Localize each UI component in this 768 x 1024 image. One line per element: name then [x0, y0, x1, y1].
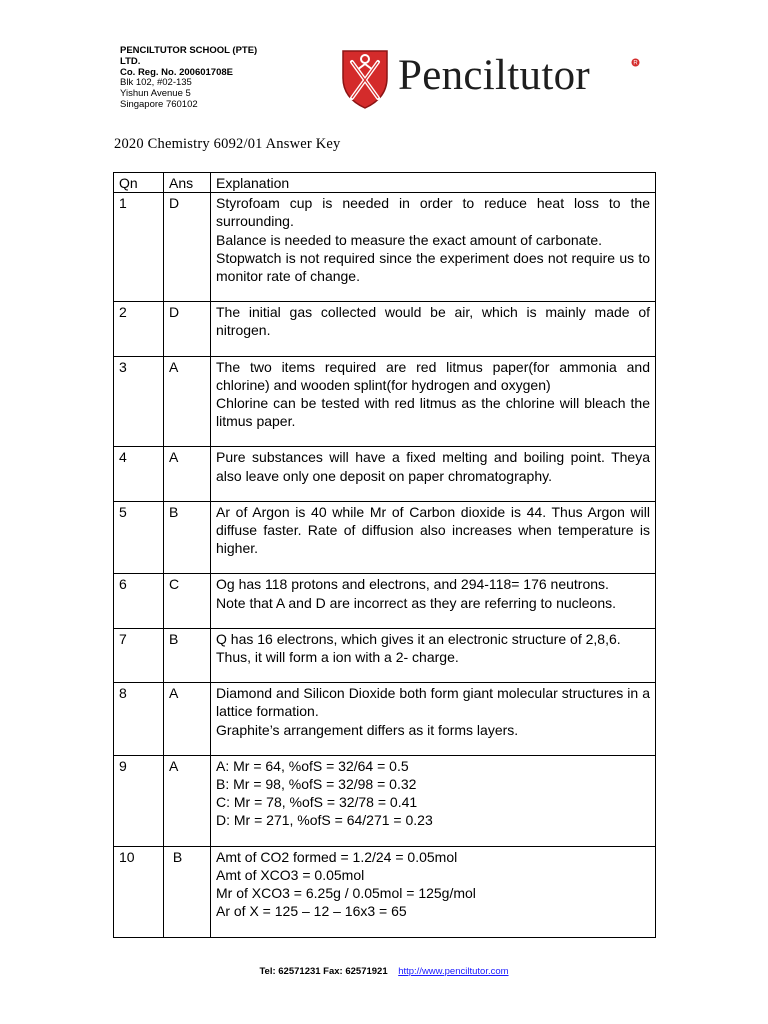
- header-qn: Qn: [114, 173, 164, 193]
- address-line-1: Blk 102, #02-135: [120, 77, 192, 89]
- answer-letter: A: [164, 447, 211, 501]
- explanation-line: Ar of X = 125 – 12 – 16x3 = 65: [216, 903, 407, 920]
- table-row: [114, 683, 656, 756]
- explanation-cell: [211, 683, 656, 756]
- explanation-line: Balance is needed to measure the exact amount of carbonate.: [216, 231, 603, 248]
- table-row: [114, 755, 656, 846]
- explanation-cell: [211, 755, 656, 846]
- explanation-line: D: Mr = 271, %ofS = 64/271 = 0.23: [216, 812, 433, 829]
- address-line-3: Singapore 760102: [120, 98, 198, 110]
- explanation-line: The two items required are red litmus paper(for ammonia and chlorine) and wooden splint(for hydrogen and oxygen): [216, 358, 650, 393]
- question-number: 9: [114, 755, 164, 846]
- explanation-line: Amt of XCO3 = 0.05mol: [216, 866, 365, 883]
- question-number: 5: [114, 501, 164, 574]
- header-ans: Ans: [164, 173, 211, 193]
- table-row: [114, 356, 656, 447]
- explanation-line: B: Mr = 98, %ofS = 32/98 = 0.32: [216, 776, 417, 793]
- page-title: 2020 Chemistry 6092/01 Answer Key: [114, 136, 341, 152]
- answer-letter: A: [164, 683, 211, 756]
- explanation-cell: [211, 447, 656, 501]
- school-name-line-1: PENCILTUTOR SCHOOL (PTE): [120, 45, 258, 56]
- logo-wordmark: Penciltutor: [398, 52, 590, 99]
- explanation-line: Amt of CO2 formed = 1.2/24 = 0.05mol: [216, 848, 458, 865]
- explanation-line: Pure substances will have a fixed melting and boiling point. Theya also leave only one deposit on paper chromatography.: [216, 449, 650, 484]
- answer-letter: B: [164, 501, 211, 574]
- question-number: 3: [114, 356, 164, 447]
- explanation-line: Styrofoam cup is needed in order to reduce heat loss to the surrounding.: [216, 195, 650, 230]
- question-number: 8: [114, 683, 164, 756]
- school-address: [120, 46, 257, 111]
- explanation-cell: [211, 501, 656, 574]
- explanation-line: Note that A and D are incorrect as they are referring to nucleons.: [216, 594, 616, 611]
- page-footer: [0, 966, 768, 977]
- explanation-line: A: Mr = 64, %ofS = 32/64 = 0.5: [216, 757, 409, 774]
- table-row: [114, 574, 656, 628]
- table-header-row: [114, 173, 656, 193]
- question-number: 4: [114, 447, 164, 501]
- table-row: [114, 302, 656, 356]
- explanation-cell: [211, 574, 656, 628]
- website-link[interactable]: http://www.penciltutor.com: [398, 966, 509, 977]
- footer-contact: Tel: 62571231 Fax: 62571921: [259, 966, 388, 977]
- question-number: 2: [114, 302, 164, 356]
- address-line-2: Yishun Avenue 5: [120, 88, 191, 100]
- answer-letter: A: [164, 356, 211, 447]
- explanation-cell: [211, 356, 656, 447]
- explanation-line: Graphite’s arrangement differs as it forms layers.: [216, 721, 519, 738]
- table-row: [114, 628, 656, 682]
- explanation-cell: [211, 628, 656, 682]
- explanation-cell: [211, 846, 656, 937]
- penciltutor-logo: [340, 48, 645, 110]
- table-row: [114, 193, 656, 302]
- explanation-line: Chlorine can be tested with red litmus as the chlorine will bleach the litmus paper.: [216, 395, 650, 430]
- table-row: [114, 447, 656, 501]
- question-number: 7: [114, 628, 164, 682]
- question-number: 6: [114, 574, 164, 628]
- explanation-line: Stopwatch is not required since the experiment does not require us to monitor rate of change.: [216, 249, 650, 285]
- explanation-line: C: Mr = 78, %ofS = 32/78 = 0.41: [216, 794, 418, 811]
- answer-letter: D: [164, 302, 211, 356]
- answer-letter: C: [164, 574, 211, 628]
- shield-crest-icon: [340, 48, 390, 110]
- explanation-line: Diamond and Silicon Dioxide both form giant molecular structures in a lattice formation.: [216, 685, 650, 720]
- explanation-cell: [211, 302, 656, 356]
- answer-letter: A: [164, 755, 211, 846]
- registered-mark-icon: [631, 58, 640, 67]
- table-row: [114, 501, 656, 574]
- explanation-cell: [211, 193, 656, 302]
- header-explanation: Explanation: [211, 173, 656, 193]
- explanation-line: Ar of Argon is 40 while Mr of Carbon dioxide is 44. Thus Argon will diffuse faster. Rate of diffusion also increases when temperature is higher.: [216, 503, 650, 557]
- answer-letter: B: [164, 846, 211, 937]
- svg-text:R: R: [633, 60, 638, 67]
- table-row: [114, 846, 656, 937]
- company-reg-number: Co. Reg. No. 200601708E: [120, 66, 233, 78]
- explanation-line: Og has 118 protons and electrons, and 294-118= 176 neutrons.: [216, 576, 609, 593]
- explanation-line: The initial gas collected would be air, which is mainly made of nitrogen.: [216, 304, 650, 339]
- explanation-line: Thus, it will form a ion with a 2- charge.: [216, 649, 459, 666]
- school-name-line-2: LTD.: [120, 55, 141, 67]
- explanation-line: Mr of XCO3 = 6.25g / 0.05mol = 125g/mol: [216, 885, 476, 902]
- question-number: 1: [114, 193, 164, 302]
- answer-key-table: [113, 172, 656, 938]
- answer-letter: B: [164, 628, 211, 682]
- question-number: 10: [114, 846, 164, 937]
- explanation-line: Q has 16 electrons, which gives it an electronic structure of 2,8,6.: [216, 630, 621, 647]
- answer-letter: D: [164, 193, 211, 302]
